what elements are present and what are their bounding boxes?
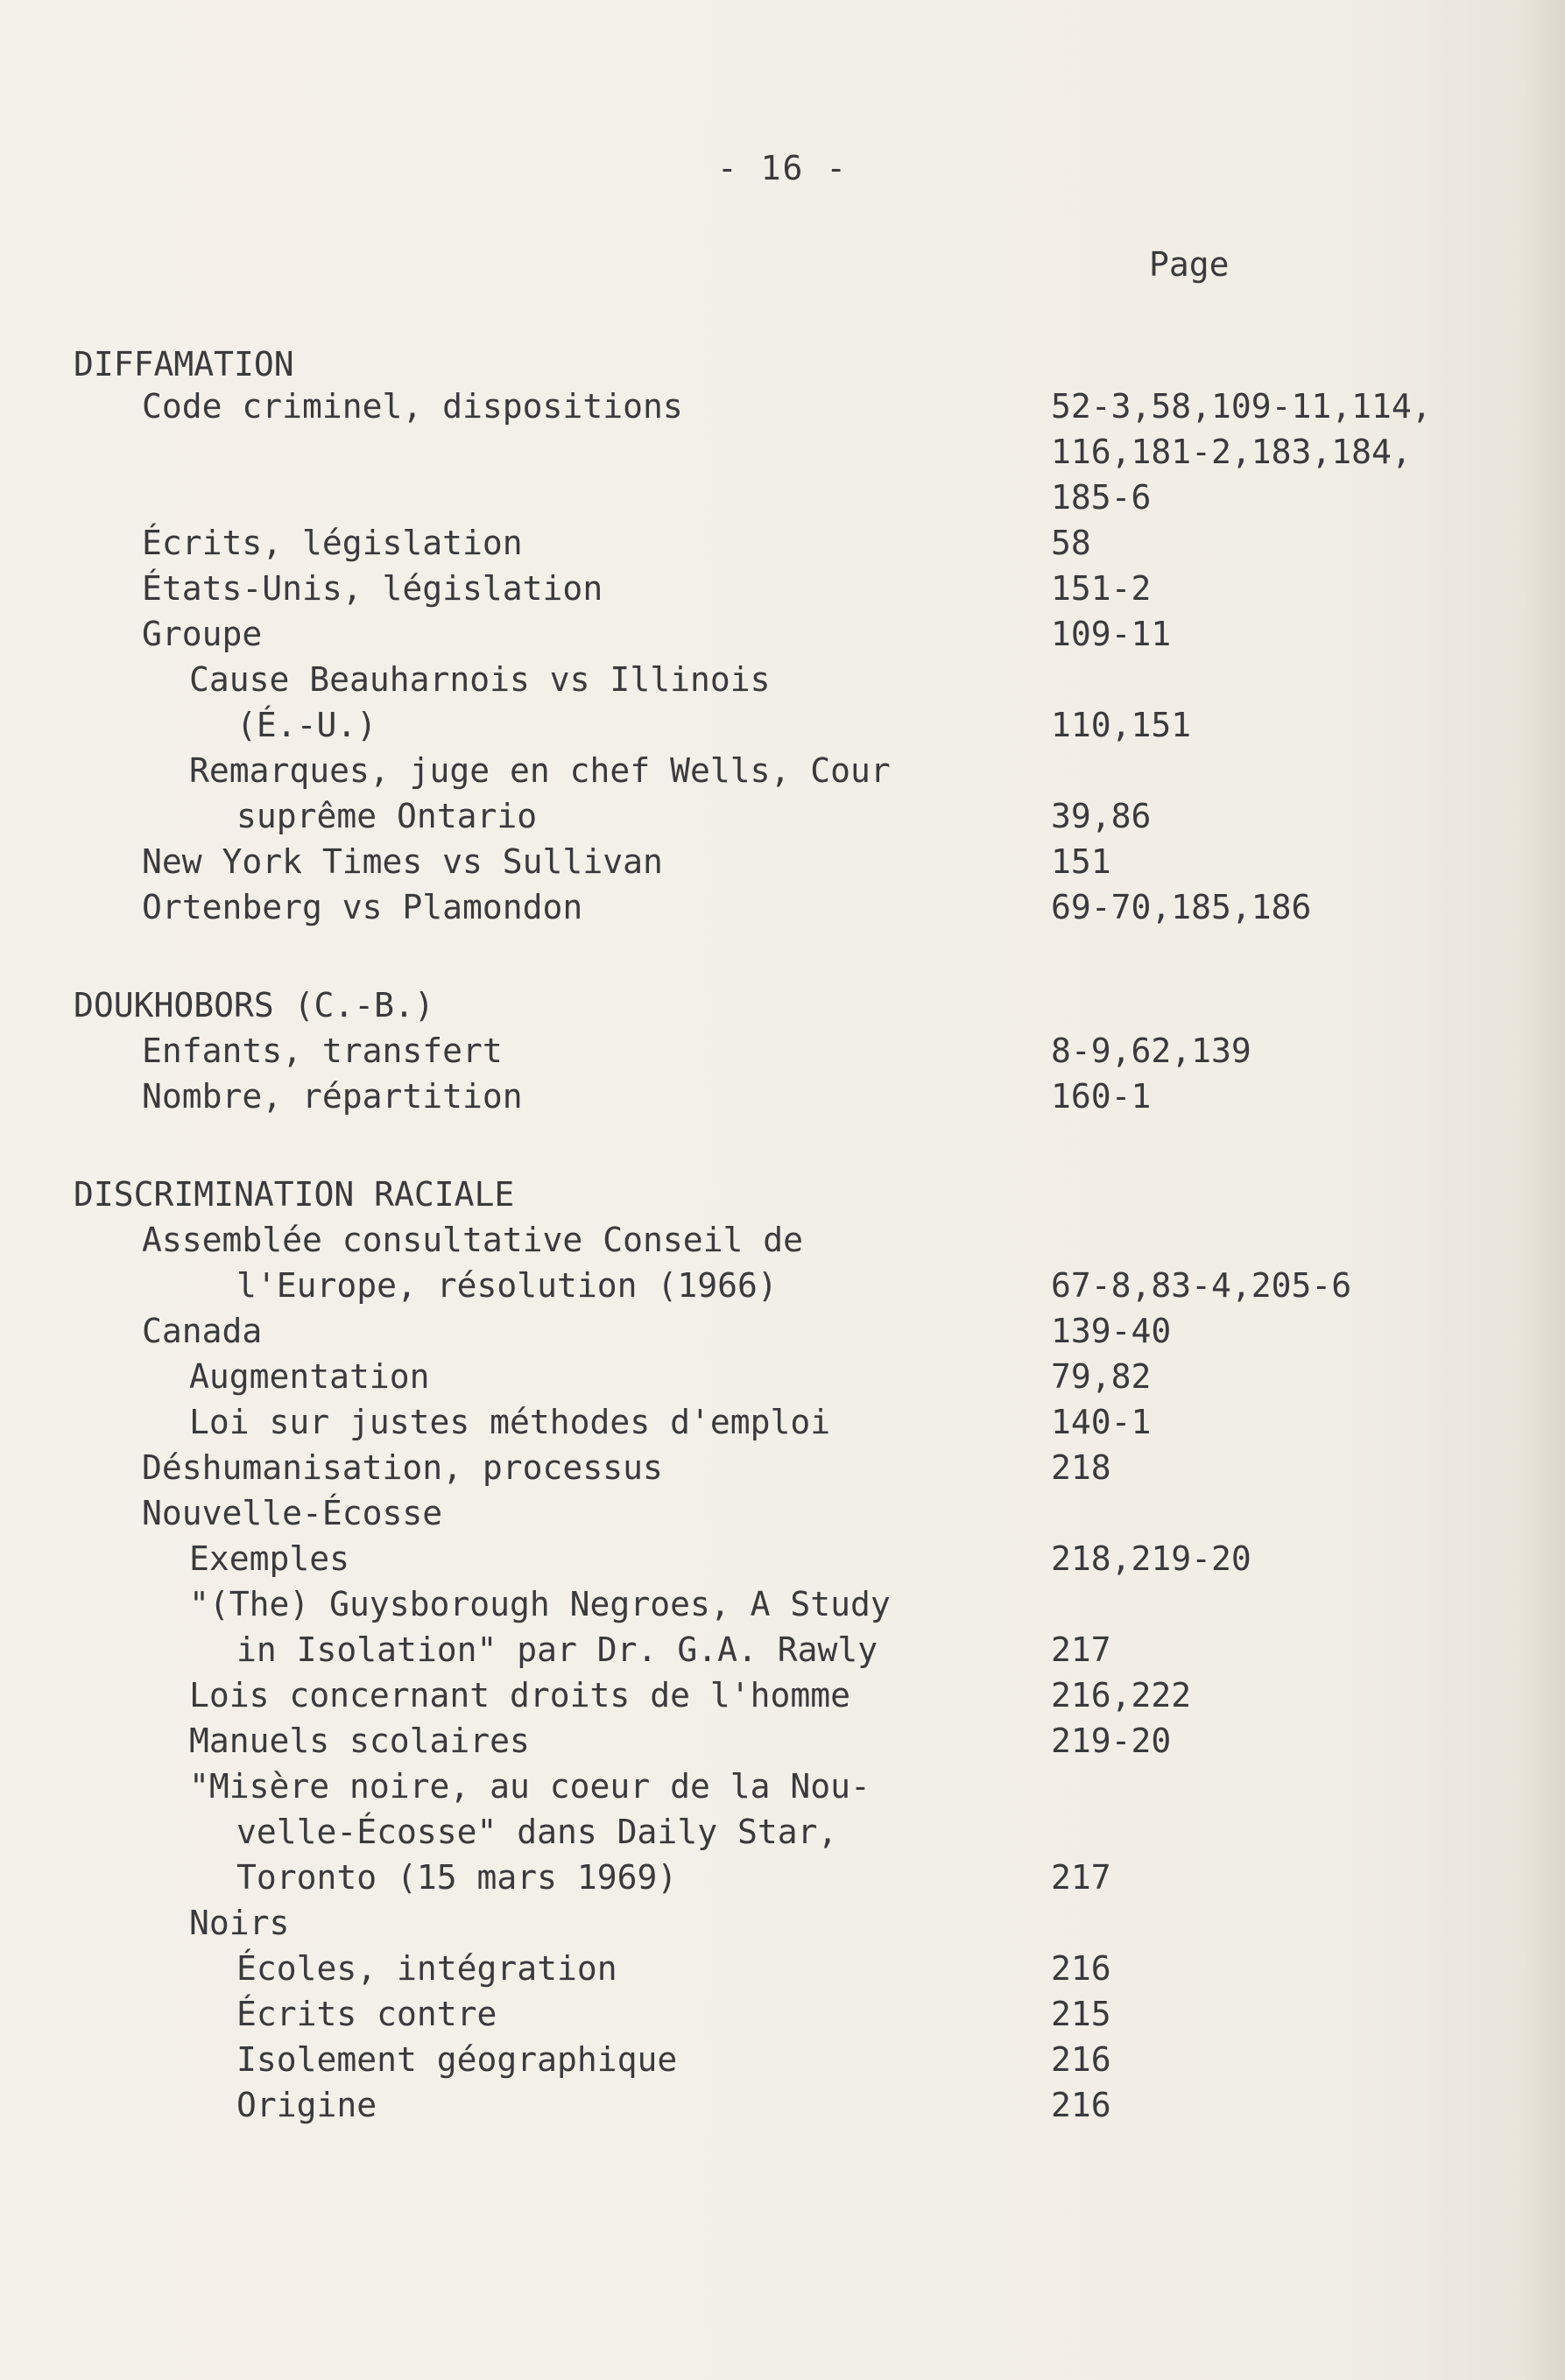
entry-pages: 69-70,185,186 <box>1051 888 1312 926</box>
entry-term: DIFFAMATION <box>74 345 294 384</box>
index-entry <box>0 1672 1565 1718</box>
index-entry <box>0 384 1565 429</box>
index-entry <box>0 1809 1565 1855</box>
entry-term: Remarques, juge en chef Wells, Cour <box>189 751 891 790</box>
entry-pages: 139-40 <box>1051 1312 1172 1350</box>
index-entry <box>0 2037 1565 2082</box>
entry-term: Ortenberg vs Plamondon <box>142 888 583 926</box>
entry-term: Assemblée consultative Conseil de <box>142 1221 803 1259</box>
entry-term: Code criminel, dispositions <box>142 387 683 426</box>
index-entry <box>0 2082 1565 2128</box>
index-entry <box>0 657 1565 702</box>
index-entry <box>0 884 1565 930</box>
entry-term: New York Times vs Sullivan <box>142 842 663 881</box>
entry-term: Déshumanisation, processus <box>142 1448 663 1487</box>
entry-term: velle-Écosse" dans Daily Star, <box>236 1813 838 1851</box>
entry-pages: 58 <box>1051 524 1091 562</box>
entry-term: "Misère noire, au coeur de la Nou- <box>189 1767 871 1806</box>
entry-term: "(The) Guysborough Negroes, A Study <box>189 1585 891 1623</box>
index-entry <box>0 1991 1565 2037</box>
index-entry <box>0 1627 1565 1672</box>
entry-pages: 216 <box>1051 2040 1111 2079</box>
entry-term: Groupe <box>142 615 263 653</box>
index-entry <box>0 1581 1565 1627</box>
entry-term: (É.-U.) <box>236 706 377 744</box>
page-column-header: Page <box>1149 245 1230 284</box>
index-entry <box>0 1536 1565 1581</box>
entry-pages: 185-6 <box>1051 478 1152 517</box>
entry-term: Toronto (15 mars 1969) <box>236 1858 678 1897</box>
index-entry <box>0 1074 1565 1119</box>
entry-term: Nouvelle-Écosse <box>142 1494 443 1532</box>
index-entry <box>0 839 1565 884</box>
entry-term: DOUKHOBORS (C.-B.) <box>74 986 434 1025</box>
index-entry <box>0 1354 1565 1399</box>
entry-pages: 215 <box>1051 1995 1111 2033</box>
entry-term: DISCRIMINATION RACIALE <box>74 1175 515 1214</box>
index-entry <box>0 520 1565 566</box>
page-number: - 16 - <box>716 149 849 187</box>
index-entry <box>0 611 1565 657</box>
entry-pages: 217 <box>1051 1858 1111 1897</box>
entry-term: Écrits contre <box>236 1995 497 2033</box>
index-entry <box>0 702 1565 748</box>
entry-term: Manuels scolaires <box>189 1722 530 1760</box>
index-entry <box>0 1028 1565 1074</box>
entry-pages: 116,181-2,183,184, <box>1051 433 1412 471</box>
index-entry <box>0 1445 1565 1490</box>
entry-term: suprême Ontario <box>236 797 538 835</box>
entry-pages: 151 <box>1051 842 1111 881</box>
index-heading <box>0 1172 1565 1217</box>
entry-pages: 67-8,83-4,205-6 <box>1051 1266 1352 1305</box>
entry-pages: 216 <box>1051 2086 1111 2124</box>
entry-pages: 160-1 <box>1051 1077 1152 1116</box>
entry-pages: 109-11 <box>1051 615 1172 653</box>
index-entry <box>0 1263 1565 1308</box>
index-entry <box>0 748 1565 793</box>
entry-term: Augmentation <box>189 1357 430 1396</box>
entry-term: Isolement géographique <box>236 2040 678 2079</box>
entry-pages: 216 <box>1051 1949 1111 1988</box>
entry-pages: 217 <box>1051 1630 1111 1669</box>
entry-pages: 218 <box>1051 1448 1111 1487</box>
entry-term: Loi sur justes méthodes d'emploi <box>189 1403 831 1441</box>
entry-term: Exemples <box>189 1539 350 1578</box>
entry-pages: 79,82 <box>1051 1357 1152 1396</box>
entry-pages: 140-1 <box>1051 1403 1152 1441</box>
index-entry <box>0 1308 1565 1354</box>
entry-pages: 52-3,58,109-11,114, <box>1051 387 1432 426</box>
entry-term: Cause Beauharnois vs Illinois <box>189 660 771 699</box>
index-entry <box>0 1946 1565 1991</box>
index-heading <box>0 342 1565 387</box>
index-entry <box>0 1490 1565 1536</box>
entry-term: Nombre, répartition <box>142 1077 523 1116</box>
entry-pages: 151-2 <box>1051 569 1152 608</box>
entry-pages: 8-9,62,139 <box>1051 1032 1251 1070</box>
index-heading <box>0 982 1565 1028</box>
entry-pages: 216,222 <box>1051 1676 1192 1715</box>
index-entry <box>0 1217 1565 1263</box>
index-entry <box>0 429 1565 475</box>
entry-term: Canada <box>142 1312 263 1350</box>
index-entry <box>0 1900 1565 1946</box>
index-entry <box>0 566 1565 611</box>
entry-pages: 39,86 <box>1051 797 1152 835</box>
entry-term: Écrits, législation <box>142 524 523 562</box>
index-entry <box>0 1718 1565 1764</box>
entry-term: Écoles, intégration <box>236 1949 617 1988</box>
index-entry <box>0 475 1565 520</box>
entry-term: Lois concernant droits de l'homme <box>189 1676 850 1715</box>
index-entry <box>0 1764 1565 1809</box>
entry-term: l'Europe, résolution (1966) <box>236 1266 778 1305</box>
entry-term: États-Unis, législation <box>142 569 603 608</box>
entry-term: Origine <box>236 2086 377 2124</box>
index-entry <box>0 793 1565 839</box>
entry-pages: 110,151 <box>1051 706 1192 744</box>
index-entry <box>0 1399 1565 1445</box>
entry-pages: 218,219-20 <box>1051 1539 1251 1578</box>
entry-term: Enfants, transfert <box>142 1032 503 1070</box>
entry-term: Noirs <box>189 1904 290 1942</box>
entry-term: in Isolation" par Dr. G.A. Rawly <box>236 1630 878 1669</box>
index-entry <box>0 1855 1565 1900</box>
entry-pages: 219-20 <box>1051 1722 1172 1760</box>
